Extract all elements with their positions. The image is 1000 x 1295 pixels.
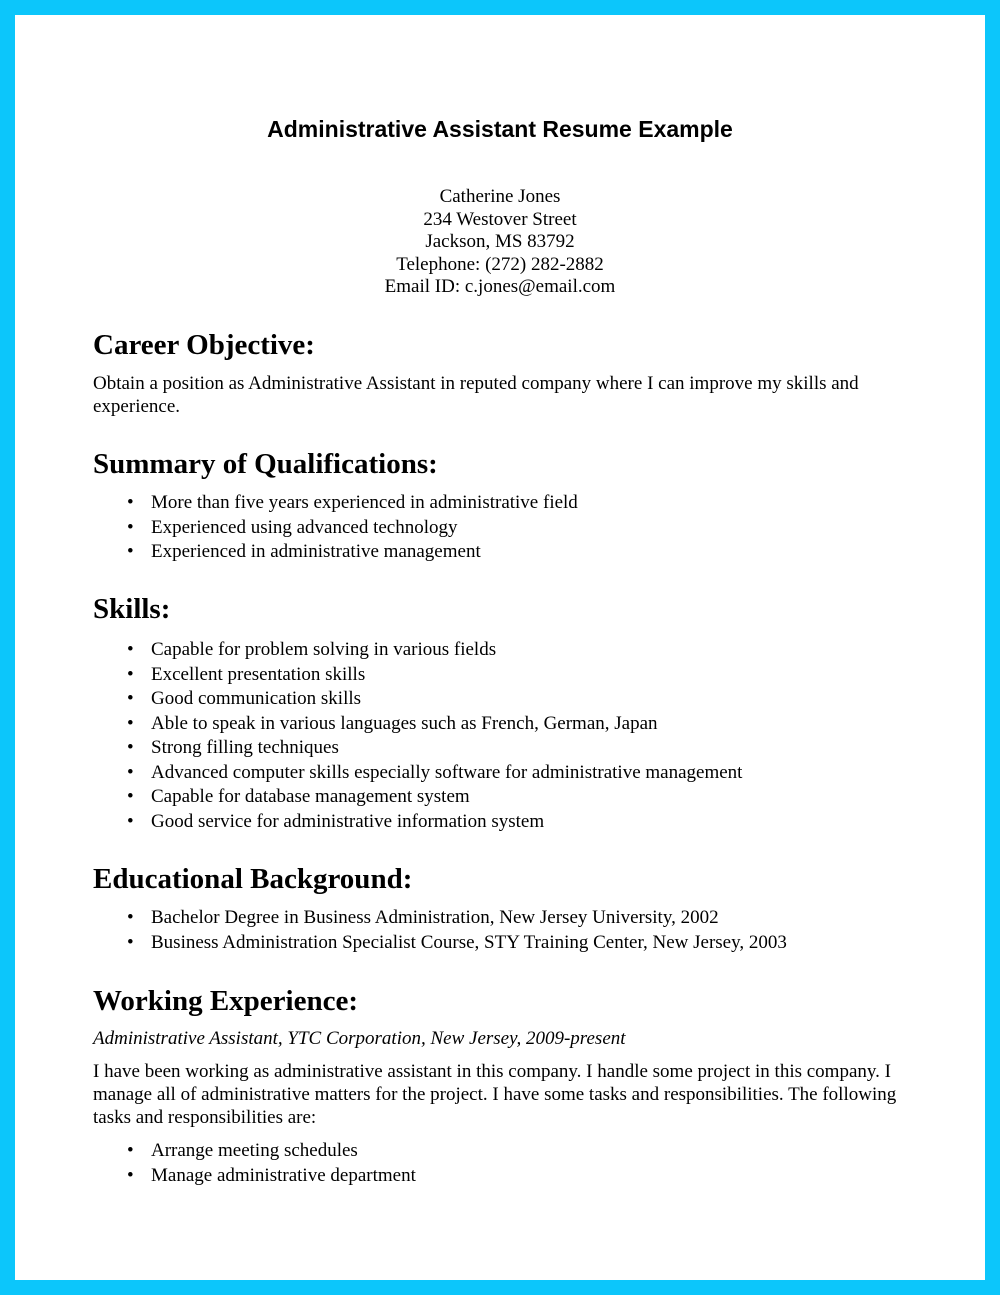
career-objective-heading: Career Objective: (93, 329, 315, 361)
document-title: Administrative Assistant Resume Example (267, 116, 733, 142)
list-item: • Bachelor Degree in Business Administration, New Jersey University, 2002 (93, 906, 787, 931)
experience-list (93, 1139, 416, 1188)
contact-email: Email ID: c.jones@email.com (384, 276, 616, 297)
contact-city: Jackson, MS 83792 (425, 231, 575, 252)
contact-name: Catherine Jones (439, 186, 561, 207)
list-item: • Arrange meeting schedules (93, 1139, 416, 1164)
experience-position: Administrative Assistant, YTC Corporation, New Jersey, 2009-present (93, 1028, 626, 1049)
list-item: • Good communication skills (93, 687, 742, 712)
list-item: • Good service for administrative information system (93, 810, 742, 835)
list-item: • Experienced using advanced technology (93, 516, 578, 541)
skills-heading: Skills: (93, 593, 171, 625)
list-item: • Able to speak in various languages such as French, German, Japan (93, 712, 742, 737)
contact-street: 234 Westover Street (423, 208, 577, 230)
list-item: • More than five years experienced in administrative field (93, 491, 578, 516)
list-item: • Capable for database management system (93, 785, 742, 810)
list-item: • Manage administrative department (93, 1164, 416, 1189)
skills-list (93, 638, 742, 834)
list-item: • Experienced in administrative management (93, 540, 578, 565)
education-list (93, 906, 787, 955)
experience-heading: Working Experience: (93, 985, 359, 1017)
contact-telephone: Telephone: (272) 282-2882 (396, 253, 604, 275)
qualifications-heading: Summary of Qualifications: (93, 448, 438, 480)
experience-text: I have been working as administrative assistant in this company. I handle some project in this company. I manage all of administrative matters for the project. I have some tasks and responsibilities. The following tasks and responsibilities are: (93, 1061, 897, 1128)
qualifications-list (93, 491, 578, 565)
list-item: • Business Administration Specialist Course, STY Training Center, New Jersey, 2003 (93, 931, 787, 956)
list-item: • Strong filling techniques (93, 736, 742, 761)
list-item: • Capable for problem solving in various fields (93, 638, 742, 663)
contact-block (0, 186, 1000, 299)
education-heading: Educational Background: (93, 863, 413, 895)
list-item: • Excellent presentation skills (93, 663, 742, 688)
career-objective-text: Obtain a position as Administrative Assistant in reputed company where I can improve my skills and experience. (93, 373, 859, 417)
list-item: • Advanced computer skills especially software for administrative management (93, 761, 742, 786)
